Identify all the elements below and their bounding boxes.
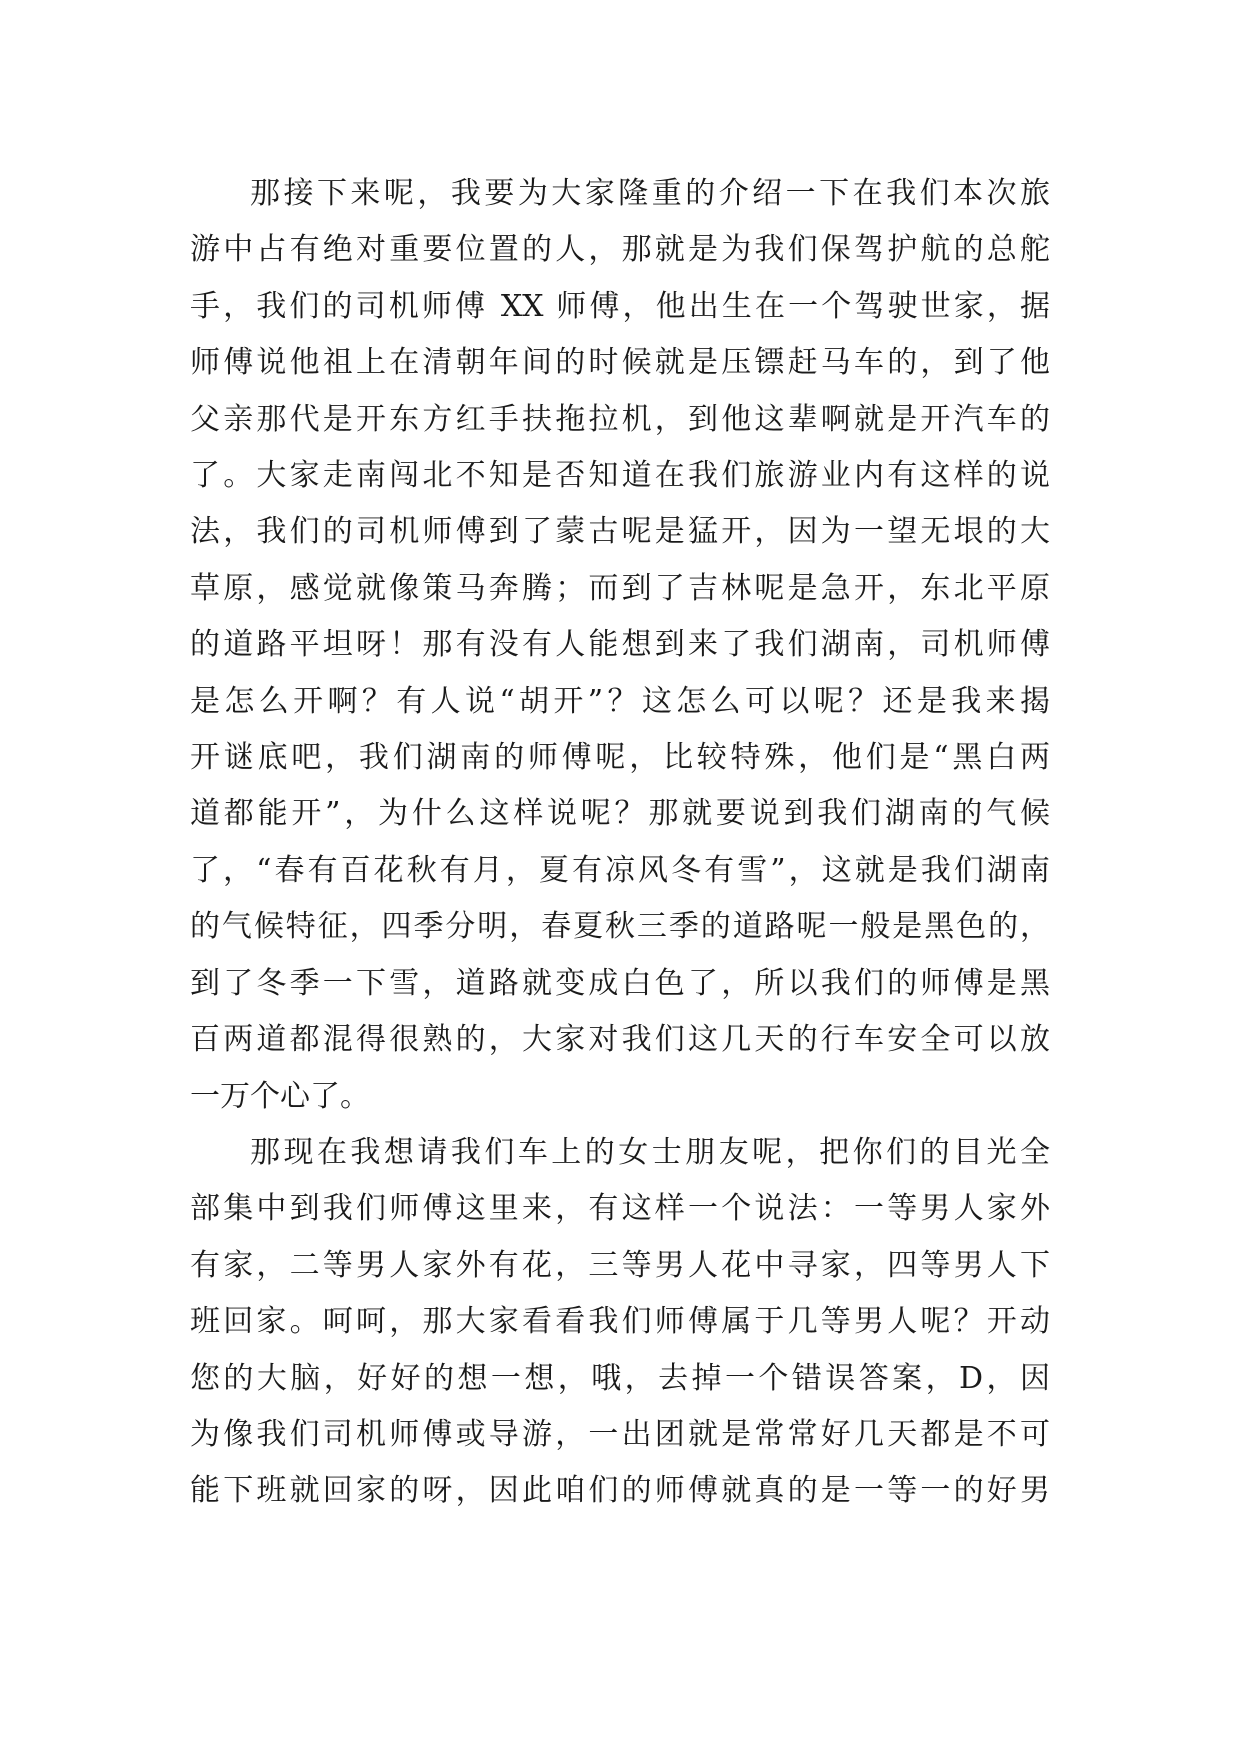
text-line: 那现在我想请我们车上的女士朋友呢，把你们的目光全 [250, 1134, 1050, 1170]
text-line: 手，我们的司机师傅 XX 师傅，他出生在一个驾驶世家，据 [190, 288, 1050, 324]
text-line: 一万个心了。 [190, 1078, 370, 1114]
text-line: 师傅说他祖上在清朝年间的时候就是压镖赶马车的，到了他 [190, 345, 1050, 381]
text-line: 了，“春有百花秋有月，夏有凉风冬有雪”，这就是我们湖南 [190, 852, 1050, 888]
text-line: 为像我们司机师傅或导游，一出团就是常常好几天都是不可 [190, 1416, 1050, 1452]
text-line: 那接下来呢，我要为大家隆重的介绍一下在我们本次旅 [250, 176, 1050, 211]
text-line: 百两道都混得很熟的，大家对我们这几天的行车安全可以放 [190, 1022, 1050, 1058]
text-line: 父亲那代是开东方红手扶拖拉机，到他这辈啊就是开汽车的 [190, 401, 1050, 437]
text-line: 法，我们的司机师傅到了蒙古呢是猛开，因为一望无垠的大 [190, 514, 1050, 550]
text-line: 草原，感觉就像策马奔腾；而到了吉林呢是急开，东北平原 [190, 570, 1050, 606]
text-line: 是怎么开啊？有人说“胡开”？这怎么可以呢？还是我来揭 [190, 683, 1050, 719]
text-line: 您的大脑，好好的想一想，哦，去掉一个错误答案，D，因 [190, 1360, 1050, 1396]
text-line: 能下班就回家的呀，因此咱们的师傅就真的是一等一的好男 [190, 1473, 1050, 1509]
text-line: 了。大家走南闯北不知是否知道在我们旅游业内有这样的说 [190, 458, 1050, 494]
text-line: 到了冬季一下雪，道路就变成白色了，所以我们的师傅是黑 [190, 965, 1050, 1001]
text-line: 的道路平坦呀！那有没有人能想到来了我们湖南，司机师傅 [190, 627, 1050, 663]
text-line: 道都能开”，为什么这样说呢？那就要说到我们湖南的气候 [190, 796, 1050, 832]
paragraph-ladies-question [190, 1125, 1050, 1520]
text-line: 有家，二等男人家外有花，三等男人花中寻家，四等男人下 [190, 1247, 1050, 1283]
text-line: 开谜底吧，我们湖南的师傅呢，比较特殊，他们是“黑白两 [190, 740, 1050, 776]
text-line: 部集中到我们师傅这里来，有这样一个说法：一等男人家外 [190, 1191, 1050, 1227]
text-line: 的气候特征，四季分明，春夏秋三季的道路呢一般是黑色的， [190, 909, 1050, 945]
text-line: 班回家。呵呵，那大家看看我们师傅属于几等男人呢？开动 [190, 1304, 1050, 1340]
document-body [190, 166, 1050, 1520]
text-line: 游中占有绝对重要位置的人，那就是为我们保驾护航的总舵 [190, 232, 1050, 268]
paragraph-driver-introduction [190, 166, 1050, 1125]
